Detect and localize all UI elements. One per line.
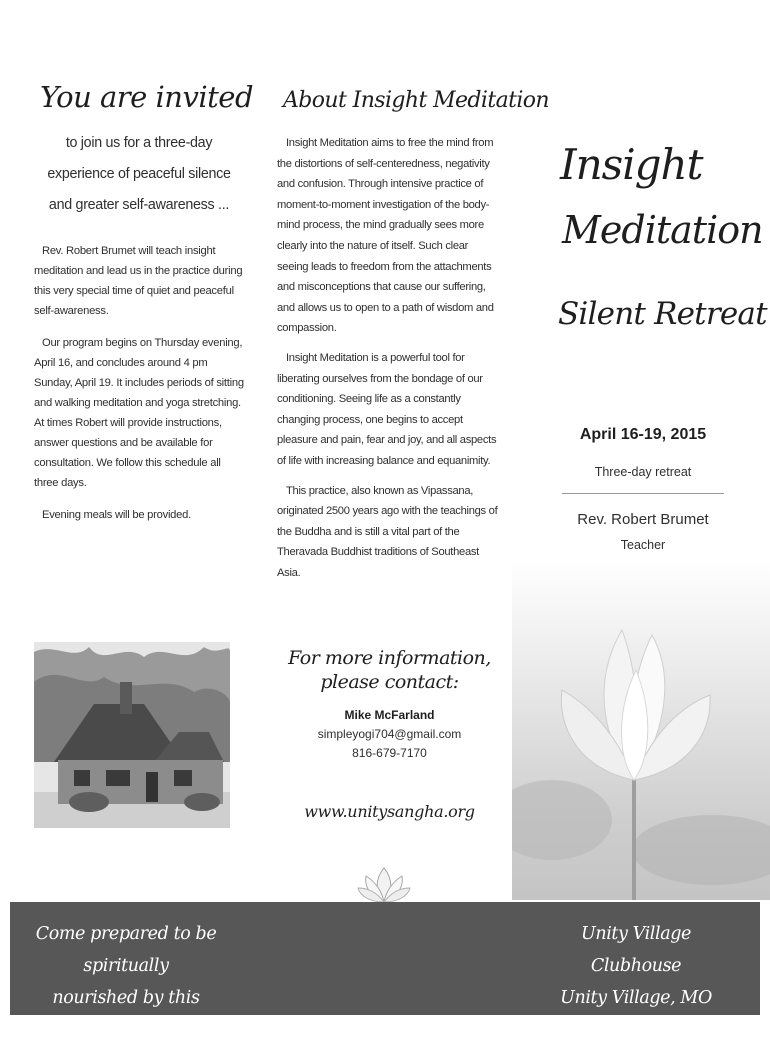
clubhouse-photo [34, 642, 230, 828]
contact-name: Mike McFarland [344, 708, 435, 722]
about-paragraph: This practice, also known as Vipassana, originated 2500 years ago with the teachings of the Buddha and is still a vital part of the Theravada Buddhist traditions of Southeast Asia. [277, 484, 498, 579]
retreat-type: Three-day retreat [594, 465, 692, 479]
cover-title-line2: Meditation [562, 208, 763, 252]
invitation-heading: You are invited [40, 80, 254, 114]
intro-line: experience of peaceful silence [47, 166, 231, 182]
contact-email[interactable]: simpleyogi704@gmail.com [317, 727, 462, 741]
invitation-paragraph: Evening meals will be provided. [42, 509, 191, 521]
about-panel [277, 88, 550, 592]
invitation-panel [34, 80, 254, 537]
about-paragraph: Insight Meditation is a powerful tool for liberating ourselves from the bondage of our conditioning. Seeing life as a constantly changing process, one begins to accept pleasure and pain, fear and joy, and all aspects of life with increasing balance and equanimity. [277, 351, 497, 467]
footer-location [544, 918, 728, 1014]
lotus-flower-icon [512, 560, 770, 900]
footer-location-line: Unity Village Clubhouse [580, 924, 691, 976]
cover-panel [512, 0, 770, 900]
contact-heading [287, 646, 492, 694]
footer-location-line: Unity Village, MO [560, 988, 712, 1008]
invitation-paragraph: Rev. Robert Brumet will teach insight meditation and lead us in the practice during this very special time of quiet and peaceful self-awareness. [34, 245, 243, 317]
invitation-intro [34, 128, 244, 221]
small-lotus-icon-svg [356, 866, 412, 906]
teacher-role: Teacher [620, 538, 666, 552]
teacher-name: Rev. Robert Brumet [577, 511, 709, 528]
intro-line: to join us for a three-day [65, 135, 213, 151]
footer-band [10, 902, 760, 1040]
contact-section [287, 646, 492, 821]
website-link[interactable]: www.unitysangha.org [304, 802, 475, 821]
footer-message-line: nourished by this experience. [52, 988, 200, 1040]
contact-heading-line: please contact: [320, 671, 459, 693]
clubhouse-photo-icon [34, 642, 230, 828]
divider [562, 493, 724, 494]
invitation-paragraph: Our program begins on Thursday evening, April 16, and concludes around 4 pm Sunday, April 19. It includes periods of sitting and walking meditation and yoga stretching. At times Robert will provide instructions, answer questions and be available for consultation. We follow this schedule all three days. [34, 337, 244, 489]
cover-subtitle: Silent Retreat [558, 296, 767, 332]
cover-title-line1: Insight [560, 140, 703, 189]
about-paragraph: Insight Meditation aims to free the mind from the distortions of self-centeredness, negativity and confusion. Through intensive practice of moment-to-moment investigation of the body-mind process, the mind gradually sees more clearly into the nature of itself. Such clear seeing leads to freedom from the attachments and misconceptions that cause our suffering, and allows us to open to a path of wisdom and compassion. [277, 137, 494, 335]
footer-message-line: Come prepared to be spiritually [35, 924, 217, 976]
small-lotus-icon [356, 866, 412, 906]
about-heading: About Insight Meditation [283, 88, 550, 113]
contact-phone: 816-679-7170 [352, 746, 427, 760]
invitation-body [34, 241, 244, 525]
lotus-flower-image [512, 560, 770, 900]
about-body [277, 133, 498, 583]
intro-line: and greater self-awareness ... [48, 197, 230, 213]
footer-message [10, 918, 242, 1046]
retreat-dates: April 16-19, 2015 [579, 426, 707, 443]
contact-heading-line: For more information, [288, 647, 491, 669]
